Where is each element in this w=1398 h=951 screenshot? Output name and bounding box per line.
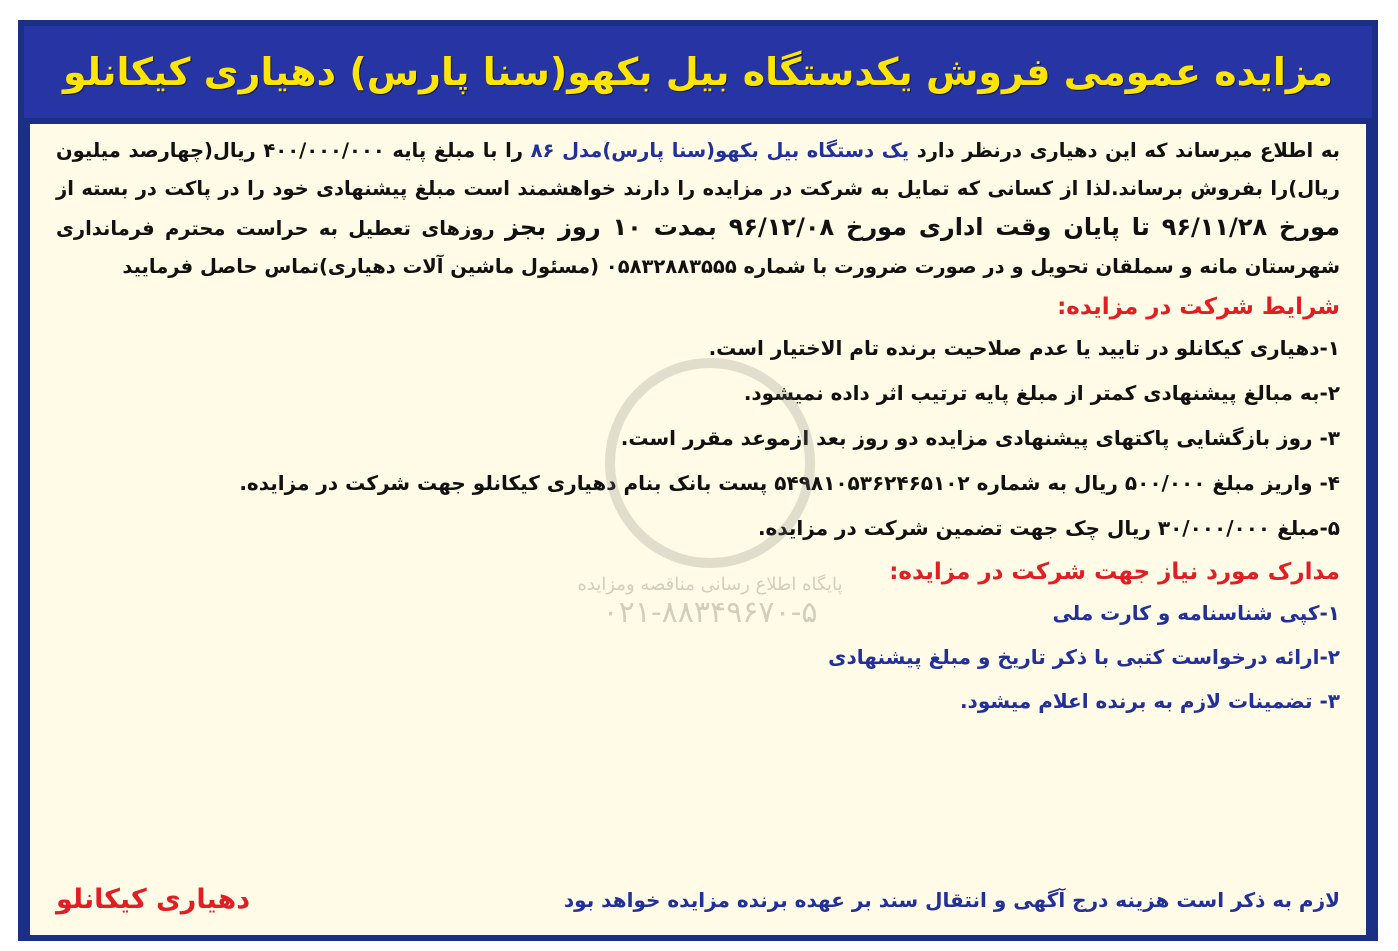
condition-item-2: ۲-به مبالغ پیشنهادی کمتر از مبلغ پایه ترتیب اثر داده نمیشود. xyxy=(743,381,1340,405)
condition-item-4: ۴- واریز مبلغ ۵۰۰/۰۰۰ ریال به شماره ۵۴۹۸۱۰۵۳۶۲۴۶۵۱۰۲ پست بانک بنام دهیاری کیکانلو جهت شرکت در مزایده. xyxy=(239,471,1340,495)
notice-title: مزایده عمومی فروش یکدستگاه بیل بکهو(سنا پارس) دهیاری کیکانلو xyxy=(62,50,1334,94)
conditions-title: شرایط شرکت در مزایده: xyxy=(1057,294,1340,320)
intro-part-1: به اطلاع میرساند که این دهیاری درنظر دارد xyxy=(916,139,1340,162)
document-item-1: ۱-کپی شناسنامه و کارت ملی xyxy=(1052,601,1340,625)
watermark-text: پایگاه اطلاع رسانی مناقصه ومزایده xyxy=(577,574,843,595)
footer-row xyxy=(56,884,1340,915)
signature: دهیاری کیکانلو xyxy=(56,884,251,915)
condition-item-3: ۳- روز بازگشایی پاکتهای پیشنهادی مزایده دو روز بعد ازموعد مقرر است. xyxy=(620,426,1340,450)
notice-body xyxy=(30,124,1366,935)
document-item-3: ۳- تضمینات لازم به برنده اعلام میشود. xyxy=(959,689,1340,713)
intro-part-2: را با مبلغ پایه ۴۰۰/۰۰۰/۰۰۰ ریال(چهارصد میلیون ریال)را بفروش برساند.لذا از کسانی که تمایل به شرکت در مزایده را دارند خواهشمند است مبلغ پیشنهادی خود را در پاکت در بسته از xyxy=(56,139,1340,200)
title-banner xyxy=(24,26,1372,118)
condition-item-1: ۱-دهیاری کیکانلو در تایید یا عدم صلاحیت برنده تام الاختیار است. xyxy=(708,336,1340,360)
document-item-2: ۲-ارائه درخواست کتبی با ذکر تاریخ و مبلغ پیشنهادی xyxy=(828,645,1340,669)
documents-title: مدارک مورد نیاز جهت شرکت در مزایده: xyxy=(889,559,1340,585)
notice-frame xyxy=(18,20,1378,941)
intro-item: یک دستگاه بیل بکهو(سنا پارس)مدل ۸۶ xyxy=(530,139,910,162)
cost-note: لازم به ذکر است هزینه درج آگهی و انتقال سند بر عهده برنده مزایده خواهد بود xyxy=(563,887,1340,912)
intro-part-3: روزهای تعطیل به حراست محترم فرمانداری شهرستان مانه و سملقان تحویل و در صورت ضرورت با شماره ۰۵۸۳۲۸۸۳۵۵۵ (مسئول ماشین آلات دهیاری)تماس حاصل فرمایید xyxy=(56,217,1340,278)
watermark-phone: ۰۲۱-۸۸۳۴۹۶۷۰-۵ xyxy=(602,595,818,630)
intro-dates: مورخ ۹۶/۱۱/۲۸ تا پایان وقت اداری مورخ ۹۶/۱۲/۰۸ بمدت ۱۰ روز بجز xyxy=(504,213,1341,241)
intro-paragraph xyxy=(56,132,1340,286)
condition-item-5: ۵-مبلغ ۳۰/۰۰۰/۰۰۰ ریال چک جهت تضمین شرکت در مزایده. xyxy=(757,516,1340,540)
